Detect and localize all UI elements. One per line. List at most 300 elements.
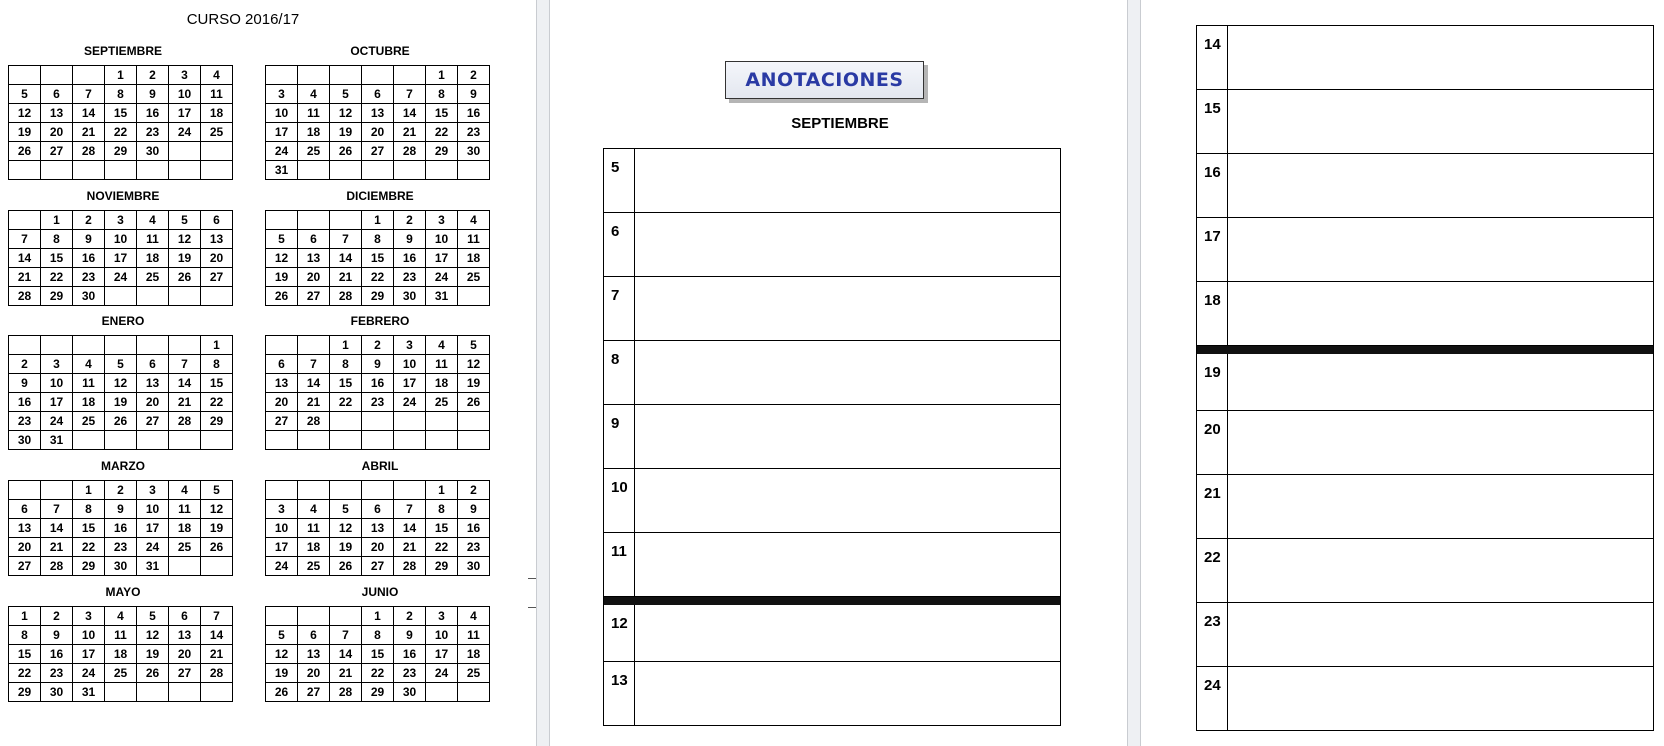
calendar-day xyxy=(426,412,458,431)
calendar-day: 27 xyxy=(41,142,73,161)
calendar-day: 29 xyxy=(362,287,394,306)
day-row xyxy=(1197,603,1653,667)
calendar-day: 18 xyxy=(137,249,169,268)
day-number: 17 xyxy=(1197,218,1228,281)
month-table-febrero xyxy=(265,335,490,450)
calendar-day: 6 xyxy=(41,85,73,104)
day-number: 14 xyxy=(1197,26,1228,89)
calendar-day: 10 xyxy=(105,230,137,249)
calendar-day xyxy=(73,431,105,450)
month-title-septiembre: SEPTIEMBRE xyxy=(83,44,162,58)
calendar-day: 15 xyxy=(426,519,458,538)
month-title-febrero: FEBRERO xyxy=(350,314,410,328)
calendar-week xyxy=(266,249,490,268)
calendar-day: 7 xyxy=(169,355,201,374)
calendar-week xyxy=(9,645,233,664)
calendar-week xyxy=(266,287,490,306)
calendar-day: 11 xyxy=(426,355,458,374)
calendar-week xyxy=(266,211,490,230)
calendar-week xyxy=(266,104,490,123)
calendar-day: 11 xyxy=(105,626,137,645)
calendar-day: 1 xyxy=(362,607,394,626)
calendar-day xyxy=(330,412,362,431)
calendar-day xyxy=(362,481,394,500)
calendar-day: 14 xyxy=(41,519,73,538)
calendar-week xyxy=(9,519,233,538)
calendar-day xyxy=(201,683,233,702)
calendar-day: 20 xyxy=(137,393,169,412)
calendar-day: 22 xyxy=(426,538,458,557)
calendar-day: 12 xyxy=(266,249,298,268)
calendar-day xyxy=(9,211,41,230)
calendar-day: 6 xyxy=(9,500,41,519)
calendar-day: 20 xyxy=(362,538,394,557)
calendar-day: 30 xyxy=(458,142,490,161)
course-title: CURSO 2016/17 xyxy=(186,11,300,28)
day-note-area[interactable] xyxy=(635,662,1060,725)
calendar-day: 4 xyxy=(298,500,330,519)
calendar-day: 17 xyxy=(169,104,201,123)
calendar-day: 24 xyxy=(41,412,73,431)
calendar-day xyxy=(362,412,394,431)
calendar-day: 11 xyxy=(458,626,490,645)
calendar-day: 7 xyxy=(41,500,73,519)
calendar-day: 18 xyxy=(458,645,490,664)
page-gap xyxy=(1127,0,1141,746)
calendar-week xyxy=(266,626,490,645)
calendar-day: 7 xyxy=(298,355,330,374)
calendar-day: 5 xyxy=(137,607,169,626)
calendar-day: 24 xyxy=(105,268,137,287)
calendar-day: 26 xyxy=(458,393,490,412)
calendar-day xyxy=(41,481,73,500)
day-row xyxy=(1197,539,1653,603)
day-note-area[interactable] xyxy=(1228,218,1653,281)
calendar-day: 13 xyxy=(266,374,298,393)
calendar-day xyxy=(105,161,137,180)
day-note-area[interactable] xyxy=(1228,282,1653,345)
calendar-day: 9 xyxy=(9,374,41,393)
calendar-day: 18 xyxy=(201,104,233,123)
calendar-day xyxy=(105,683,137,702)
calendar-day: 21 xyxy=(41,538,73,557)
calendar-day: 4 xyxy=(201,66,233,85)
day-note-area[interactable] xyxy=(1228,667,1653,730)
calendar-week xyxy=(9,374,233,393)
calendar-day: 23 xyxy=(73,268,105,287)
calendar-week xyxy=(9,336,233,355)
calendar-day: 26 xyxy=(9,142,41,161)
calendar-day: 5 xyxy=(9,85,41,104)
calendar-day: 4 xyxy=(105,607,137,626)
day-note-area[interactable] xyxy=(635,405,1060,468)
calendar-day: 16 xyxy=(73,249,105,268)
calendar-day: 26 xyxy=(137,664,169,683)
calendar-day: 11 xyxy=(298,104,330,123)
calendar-day: 4 xyxy=(458,607,490,626)
calendar-day xyxy=(41,66,73,85)
calendar-day: 2 xyxy=(458,481,490,500)
calendar-day: 13 xyxy=(169,626,201,645)
day-row xyxy=(604,341,1060,405)
calendar-day: 21 xyxy=(330,268,362,287)
calendar-week xyxy=(266,645,490,664)
calendar-day: 28 xyxy=(330,287,362,306)
calendar-day: 2 xyxy=(458,66,490,85)
calendar-week xyxy=(9,249,233,268)
calendar-week xyxy=(9,104,233,123)
calendar-day: 13 xyxy=(362,104,394,123)
calendar-day xyxy=(266,607,298,626)
calendar-day: 25 xyxy=(458,268,490,287)
day-table xyxy=(1196,25,1654,731)
calendar-day: 14 xyxy=(330,645,362,664)
calendar-week xyxy=(266,66,490,85)
calendar-day: 15 xyxy=(73,519,105,538)
calendar-day xyxy=(330,481,362,500)
calendar-day: 3 xyxy=(266,85,298,104)
calendar-day: 16 xyxy=(362,374,394,393)
calendar-day: 25 xyxy=(298,557,330,576)
calendar-day: 9 xyxy=(458,85,490,104)
calendar-day: 27 xyxy=(9,557,41,576)
calendar-day xyxy=(73,161,105,180)
calendar-day: 10 xyxy=(169,85,201,104)
page-gap xyxy=(536,0,550,746)
day-number: 20 xyxy=(1197,411,1228,474)
calendar-day: 16 xyxy=(137,104,169,123)
calendar-week xyxy=(9,268,233,287)
calendar-day: 5 xyxy=(266,626,298,645)
calendar-day: 9 xyxy=(73,230,105,249)
calendar-day: 28 xyxy=(330,683,362,702)
month-table-junio xyxy=(265,606,490,702)
calendar-week xyxy=(9,500,233,519)
calendar-day: 3 xyxy=(41,355,73,374)
day-row xyxy=(1197,154,1653,218)
day-note-area[interactable] xyxy=(1228,154,1653,217)
calendar-day: 1 xyxy=(201,336,233,355)
calendar-day: 25 xyxy=(105,664,137,683)
calendar-day xyxy=(394,66,426,85)
calendar-day: 3 xyxy=(137,481,169,500)
calendar-day: 21 xyxy=(73,123,105,142)
calendar-week xyxy=(9,287,233,306)
calendar-day: 23 xyxy=(41,664,73,683)
calendar-day: 8 xyxy=(362,626,394,645)
month-table-mayo xyxy=(8,606,233,702)
calendar-week xyxy=(266,557,490,576)
calendar-day: 15 xyxy=(201,374,233,393)
calendar-week xyxy=(9,626,233,645)
calendar-day xyxy=(137,683,169,702)
calendar-week xyxy=(266,355,490,374)
calendar-day: 24 xyxy=(266,557,298,576)
calendar-day: 15 xyxy=(105,104,137,123)
calendar-week xyxy=(266,336,490,355)
calendar-day: 13 xyxy=(41,104,73,123)
calendar-day: 29 xyxy=(73,557,105,576)
calendar-day: 17 xyxy=(137,519,169,538)
calendar-day: 11 xyxy=(73,374,105,393)
calendar-week xyxy=(266,230,490,249)
calendar-day: 8 xyxy=(105,85,137,104)
calendar-day xyxy=(458,161,490,180)
calendar-day: 18 xyxy=(169,519,201,538)
calendar-week xyxy=(266,683,490,702)
calendar-day: 27 xyxy=(169,664,201,683)
calendar-day: 6 xyxy=(362,85,394,104)
calendar-day: 23 xyxy=(394,268,426,287)
calendar-day: 16 xyxy=(394,249,426,268)
calendar-day: 12 xyxy=(330,104,362,123)
calendar-day: 7 xyxy=(201,607,233,626)
calendar-day xyxy=(298,607,330,626)
calendar-day: 1 xyxy=(105,66,137,85)
calendar-day xyxy=(169,336,201,355)
month-title-abril: ABRIL xyxy=(361,459,399,473)
calendar-day: 27 xyxy=(362,557,394,576)
calendar-day: 22 xyxy=(330,393,362,412)
calendar-day: 6 xyxy=(137,355,169,374)
month-table-abril xyxy=(265,480,490,576)
calendar-day: 6 xyxy=(298,626,330,645)
calendar-day xyxy=(266,336,298,355)
calendar-day: 21 xyxy=(394,123,426,142)
calendar-day xyxy=(458,431,490,450)
calendar-day xyxy=(426,431,458,450)
calendar-day: 11 xyxy=(169,500,201,519)
calendar-day: 23 xyxy=(105,538,137,557)
calendar-day: 31 xyxy=(426,287,458,306)
day-number: 22 xyxy=(1197,539,1228,602)
calendar-day: 15 xyxy=(362,645,394,664)
day-note-area[interactable] xyxy=(635,213,1060,276)
calendar-day: 11 xyxy=(298,519,330,538)
calendar-day: 28 xyxy=(9,287,41,306)
calendar-day xyxy=(9,66,41,85)
calendar-day: 20 xyxy=(169,645,201,664)
calendar-week xyxy=(266,85,490,104)
calendar-day: 6 xyxy=(362,500,394,519)
calendar-week xyxy=(266,374,490,393)
calendar-day xyxy=(137,336,169,355)
calendar-day: 19 xyxy=(169,249,201,268)
day-row xyxy=(1197,26,1653,90)
day-note-area[interactable] xyxy=(635,277,1060,340)
calendar-week xyxy=(266,412,490,431)
calendar-week xyxy=(9,393,233,412)
calendar-day: 2 xyxy=(362,336,394,355)
month-title-noviembre: NOVIEMBRE xyxy=(86,189,160,203)
calendar-day: 12 xyxy=(9,104,41,123)
calendar-day: 13 xyxy=(362,519,394,538)
day-number: 7 xyxy=(604,277,635,340)
calendar-day xyxy=(137,431,169,450)
calendar-day: 25 xyxy=(201,123,233,142)
day-row xyxy=(604,662,1060,725)
calendar-day: 22 xyxy=(201,393,233,412)
calendar-day: 16 xyxy=(41,645,73,664)
calendar-day xyxy=(298,336,330,355)
calendar-day: 20 xyxy=(9,538,41,557)
calendar-day xyxy=(266,66,298,85)
calendar-day: 22 xyxy=(105,123,137,142)
day-note-area[interactable] xyxy=(1228,26,1653,89)
calendar-day xyxy=(298,481,330,500)
day-number: 18 xyxy=(1197,282,1228,345)
calendar-week xyxy=(9,142,233,161)
day-row xyxy=(604,533,1060,597)
day-row xyxy=(604,213,1060,277)
calendar-day: 4 xyxy=(426,336,458,355)
calendar-day: 10 xyxy=(394,355,426,374)
calendar-day xyxy=(9,161,41,180)
month-table-septiembre xyxy=(8,65,233,180)
calendar-day: 31 xyxy=(73,683,105,702)
day-row xyxy=(604,149,1060,213)
calendar-day: 14 xyxy=(394,104,426,123)
day-number: 10 xyxy=(604,469,635,532)
calendar-day: 25 xyxy=(426,393,458,412)
calendar-day: 13 xyxy=(298,249,330,268)
day-note-area[interactable] xyxy=(1228,539,1653,602)
calendar-day xyxy=(330,66,362,85)
day-row xyxy=(604,277,1060,341)
calendar-day: 23 xyxy=(9,412,41,431)
day-row xyxy=(604,405,1060,469)
calendar-day: 27 xyxy=(298,287,330,306)
calendar-day: 19 xyxy=(330,538,362,557)
calendar-day: 12 xyxy=(105,374,137,393)
calendar-day: 15 xyxy=(362,249,394,268)
calendar-day: 30 xyxy=(137,142,169,161)
calendar-day xyxy=(298,66,330,85)
calendar-day: 2 xyxy=(41,607,73,626)
calendar-day: 9 xyxy=(137,85,169,104)
calendar-day: 12 xyxy=(266,645,298,664)
day-note-area[interactable] xyxy=(1228,411,1653,474)
calendar-day: 16 xyxy=(394,645,426,664)
calendar-day: 8 xyxy=(73,500,105,519)
calendar-day xyxy=(137,287,169,306)
calendar-day: 16 xyxy=(105,519,137,538)
calendar-day: 19 xyxy=(458,374,490,393)
calendar-day: 15 xyxy=(426,104,458,123)
day-number: 12 xyxy=(604,605,635,661)
calendar-day: 1 xyxy=(426,66,458,85)
calendar-day xyxy=(105,431,137,450)
calendar-day: 23 xyxy=(137,123,169,142)
page-calendar xyxy=(0,0,536,746)
calendar-day xyxy=(458,683,490,702)
day-number: 6 xyxy=(604,213,635,276)
calendar-day: 26 xyxy=(330,142,362,161)
calendar-day: 29 xyxy=(362,683,394,702)
month-title-diciembre: DICIEMBRE xyxy=(346,189,414,203)
calendar-day: 22 xyxy=(9,664,41,683)
calendar-day: 19 xyxy=(201,519,233,538)
calendar-day: 7 xyxy=(330,230,362,249)
calendar-day xyxy=(105,287,137,306)
calendar-day: 16 xyxy=(458,519,490,538)
calendar-week xyxy=(9,481,233,500)
day-note-area[interactable] xyxy=(1228,603,1653,666)
calendar-day: 18 xyxy=(426,374,458,393)
calendar-day: 7 xyxy=(394,500,426,519)
calendar-day: 21 xyxy=(330,664,362,683)
day-note-area[interactable] xyxy=(635,533,1060,596)
calendar-day xyxy=(298,211,330,230)
calendar-day: 14 xyxy=(394,519,426,538)
calendar-day: 25 xyxy=(298,142,330,161)
day-row xyxy=(604,597,1060,662)
day-note-area[interactable] xyxy=(1228,354,1653,410)
calendar-day: 12 xyxy=(201,500,233,519)
annotations-month: SEPTIEMBRE xyxy=(791,115,889,132)
day-row xyxy=(1197,346,1653,411)
calendar-day xyxy=(41,161,73,180)
calendar-day: 29 xyxy=(201,412,233,431)
calendar-day: 2 xyxy=(105,481,137,500)
calendar-week xyxy=(9,664,233,683)
day-note-area[interactable] xyxy=(635,341,1060,404)
month-title-marzo: MARZO xyxy=(101,459,145,473)
calendar-day: 31 xyxy=(137,557,169,576)
calendar-day xyxy=(201,287,233,306)
calendar-week xyxy=(9,431,233,450)
day-row xyxy=(1197,218,1653,282)
calendar-day: 26 xyxy=(201,538,233,557)
calendar-day xyxy=(458,412,490,431)
calendar-week xyxy=(9,355,233,374)
calendar-day: 6 xyxy=(298,230,330,249)
month-table-diciembre xyxy=(265,210,490,306)
day-note-area[interactable] xyxy=(635,469,1060,532)
month-title-mayo: MAYO xyxy=(105,585,141,599)
day-number: 23 xyxy=(1197,603,1228,666)
day-row xyxy=(1197,411,1653,475)
calendar-day: 7 xyxy=(394,85,426,104)
calendar-day: 27 xyxy=(362,142,394,161)
calendar-day: 23 xyxy=(458,538,490,557)
day-note-area[interactable] xyxy=(635,149,1060,212)
calendar-day: 29 xyxy=(9,683,41,702)
day-number: 5 xyxy=(604,149,635,212)
calendar-day: 5 xyxy=(458,336,490,355)
calendar-week xyxy=(9,85,233,104)
calendar-day: 11 xyxy=(137,230,169,249)
calendar-day: 19 xyxy=(330,123,362,142)
calendar-day: 26 xyxy=(105,412,137,431)
calendar-day: 22 xyxy=(362,268,394,287)
calendar-day: 10 xyxy=(266,519,298,538)
calendar-day: 3 xyxy=(426,607,458,626)
calendar-day: 24 xyxy=(169,123,201,142)
calendar-day: 17 xyxy=(105,249,137,268)
calendar-day: 3 xyxy=(105,211,137,230)
day-note-area[interactable] xyxy=(1228,90,1653,153)
calendar-day: 3 xyxy=(394,336,426,355)
calendar-day: 9 xyxy=(394,230,426,249)
calendar-day: 10 xyxy=(426,230,458,249)
calendar-day: 23 xyxy=(458,123,490,142)
day-note-area[interactable] xyxy=(1228,475,1653,538)
calendar-day: 16 xyxy=(458,104,490,123)
day-number: 11 xyxy=(604,533,635,596)
day-note-area[interactable] xyxy=(635,605,1060,661)
calendar-day: 2 xyxy=(394,211,426,230)
